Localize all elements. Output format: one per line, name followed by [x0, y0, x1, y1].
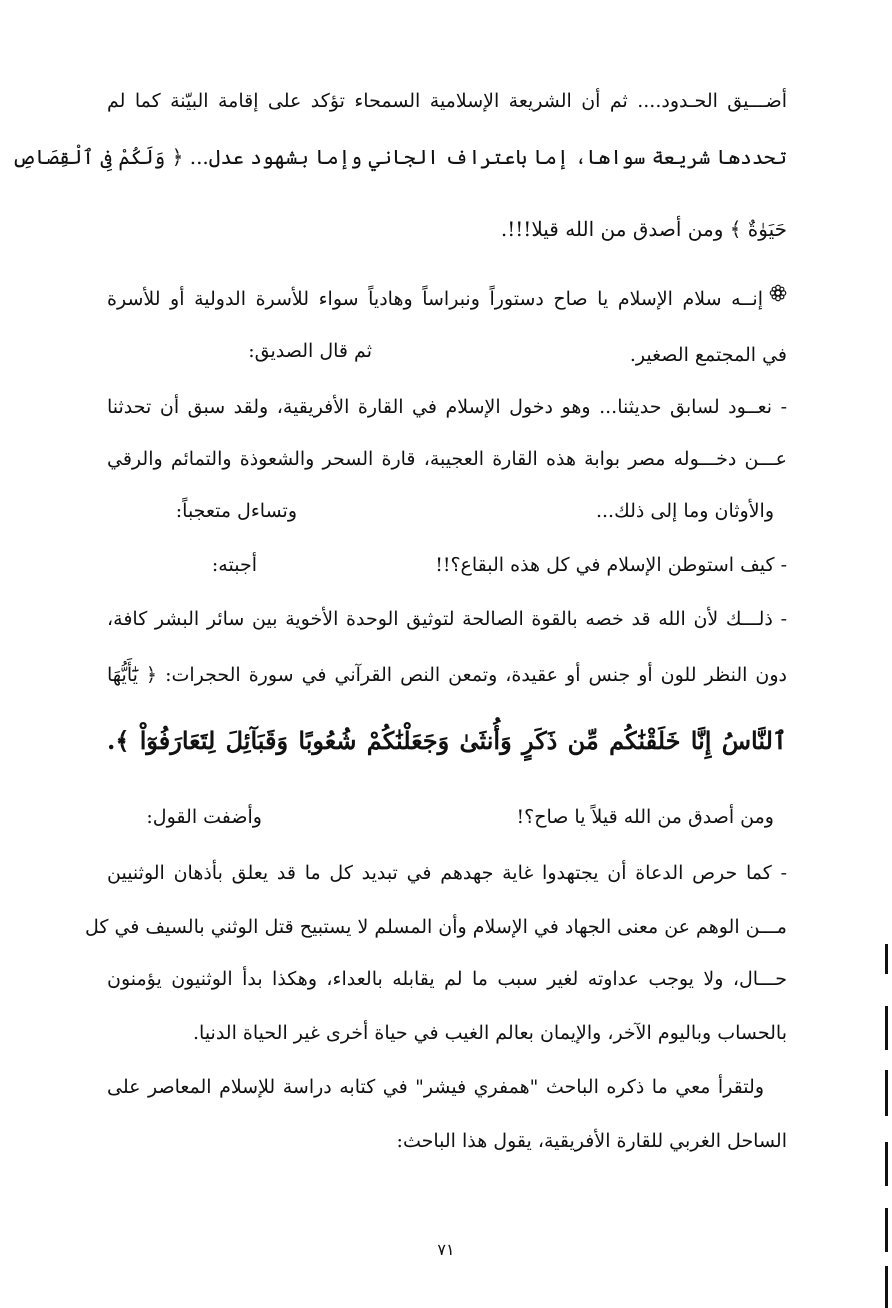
scan-edge-mark — [885, 1142, 888, 1186]
text-line-16: حـــال، ولا يوجب عداوته لغير سبب ما لم يقابله بالعداء، وهكذا بدأ الوثنيون يؤمنون — [107, 968, 787, 990]
text-line-18: ولتقرأ معي ما ذكره الباحث "همفري فيشر" في كتابه دراسة للإسلام المعاصر على — [107, 1076, 764, 1098]
text-line-9-start: - كيف استوطن الإسلام في كل هذه البقاع؟!! — [435, 554, 787, 576]
text-line-13-start: ومن أصدق من الله قيلاً يا صاح؟! — [516, 806, 774, 828]
text-line-7: عـــن دخـــوله مصر بوابة هذه القارة العجيبة، قارة السحر والشعوذة والتمائم والرقي — [107, 448, 787, 470]
text-line-10: - ذلـــك لأن الله قد خصه بالقوة الصالحة لتوثيق الوحدة الأخوية بين سائر البشر كافة، — [107, 608, 787, 630]
scan-edge-mark — [885, 1266, 888, 1308]
text-line-3: حَيَوٰةٌ ﴾ ومن أصدق من الله قيلا!!!. — [500, 217, 787, 241]
quran-verse-line: ٱلنَّاسُ إِنَّا خَلَقْنَٰكُم مِّن ذَكَرٍ وَأُنثَىٰ وَجَعَلْنَٰكُمْ شُعُوبًا وَقَبَآئِلَ لِتَعَارَفُوٓاْ ﴾. — [107, 726, 787, 755]
text-line-19: الساحل الغربي للقارة الأفريقية، يقول هذا الباحث: — [396, 1130, 787, 1152]
text-line-15: مـــن الوهم عن معنى الجهاد في الإسلام وأن المسلم لا يستبيح قتل الوثني بالسيف في كل — [85, 916, 787, 938]
text-line-6: - نعــود لسابق حديثنا... وهو دخول الإسلام في القارة الأفريقية، ولقد سبق أن تحدثنا — [107, 396, 787, 418]
text-line-4-body: إنــه سلام الإسلام يا صاح دستوراً ونبراساً وهادياً سواء للأسرة الدولية أو للأسرة — [107, 288, 763, 310]
text-line-4 — [107, 284, 787, 314]
scan-edge-mark — [885, 1208, 888, 1252]
text-line-1: أضـــيق الحـدود.... ثم أن الشريعة الإسلامية السمحاء تؤكد على إقامة البيّنة كما لم — [107, 90, 787, 112]
text-line-8-end: وتساءل متعجباً: — [175, 500, 297, 522]
text-line-14: - كما حرص الدعاة أن يجتهدوا غاية جهدهم في تبديد كل ما قد يعلق بأذهان الوثنيين — [107, 862, 787, 884]
scan-edge-mark — [885, 1006, 888, 1050]
text-line-2: تحددها شريعة سواها، إما باعتراف الجاني وإما بشهود عدل... ﴿ وَلَكُمْ فِى ٱلْقِصَاصِ — [11, 145, 787, 169]
scan-edge-mark — [885, 944, 888, 974]
text-line-8-start: والأوثان وما إلى ذلك... — [595, 500, 774, 522]
page-number: ٧١ — [437, 1240, 455, 1259]
text-line-11: دون النظر للون أو جنس أو عقيدة، وتمعن النص القرآني في سورة الحجرات: ﴿ يَٰٓأَيُّهَا — [107, 664, 787, 686]
text-line-13-end: وأضفت القول: — [146, 806, 262, 828]
scan-edge-mark — [885, 1070, 888, 1116]
text-line-5-end: ثم قال الصديق: — [248, 340, 372, 362]
flower-ornament-icon — [769, 284, 787, 302]
text-line-5-start: في المجتمع الصغير. — [629, 344, 787, 366]
text-line-9-end: أجبته: — [211, 554, 257, 576]
text-line-17: بالحساب وباليوم الآخر، والإيمان بعالم الغيب في حياة أخرى غير الحياة الدنيا. — [192, 1022, 787, 1044]
